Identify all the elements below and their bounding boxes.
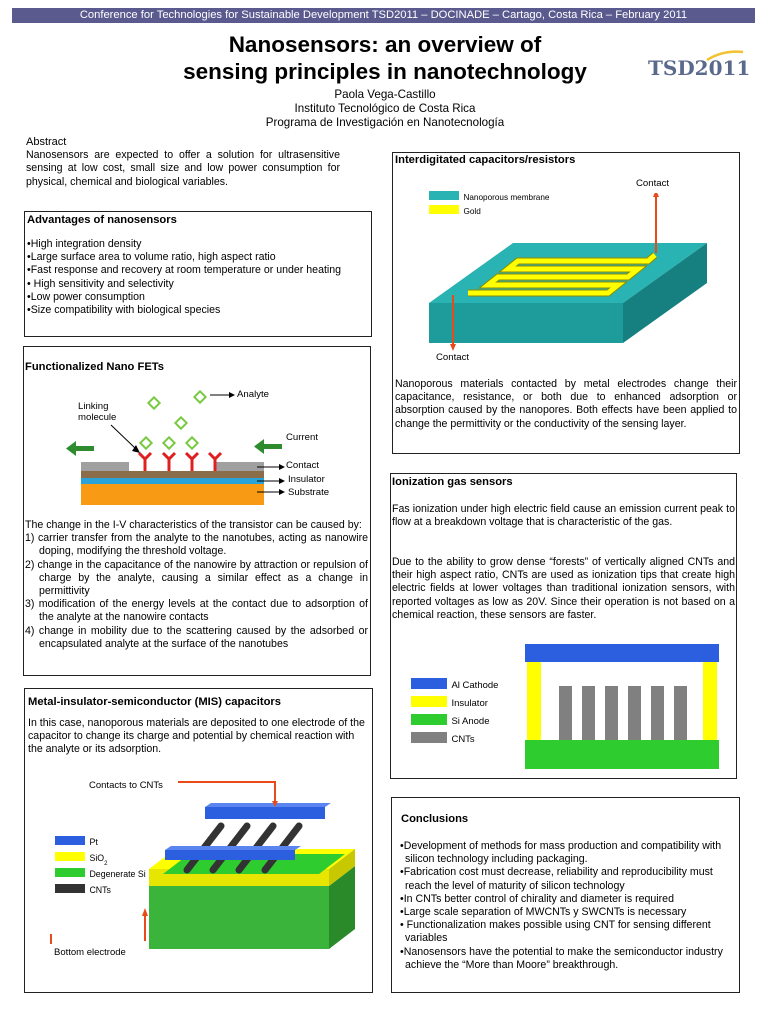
- legend-label: CNTs: [451, 734, 475, 745]
- legend-label: CNTs: [89, 885, 111, 895]
- legend-label: Insulator: [451, 698, 488, 709]
- conference-banner: Conference for Technologies for Sustainable Development TSD2011 – DOCINADE – Cartago, Costa Rica – February 2011: [12, 8, 755, 23]
- contact-top-label: Contact: [636, 178, 670, 189]
- list-item: •High integration density: [27, 238, 142, 250]
- legend-label: Nanoporous membrane: [463, 193, 550, 202]
- program: Programa de Investigación en Nanotecnología: [265, 116, 505, 130]
- list-item: •Fabrication cost must decrease, reliability and reproducibility must reach the level of maturity of silicon technology: [400, 866, 713, 892]
- mis-heading: Metal-insulator-semiconductor (MIS) capacitors: [28, 696, 282, 708]
- author-block: [60, 88, 710, 131]
- list-item: •Low power consumption: [27, 290, 145, 303]
- logo-swoosh-icon: [705, 48, 745, 62]
- fets-heading: Functionalized Nano FETs: [25, 361, 165, 373]
- ionization-diagram: [525, 644, 721, 772]
- list-item: 4) change in mobility due to the scattering caused by the adsorbed or encapsulated analyte at the surface of the nanotubes: [25, 624, 368, 650]
- abstract-heading: Abstract: [26, 136, 67, 148]
- legend-label: Degenerate Si: [89, 869, 146, 879]
- legend-item-anode: [411, 711, 498, 729]
- title-line-2: sensing principles in nanotechnology: [183, 59, 587, 84]
- ionization-heading: Ionization gas sensors: [392, 476, 513, 488]
- list-item: •Nanosensors have the potential to make the semiconductor industry achieve the “More than Moore” breakthrough.: [400, 945, 723, 971]
- abstract-text: Nanosensors are expected to offer a solution for ultrasensitive sensing at low cost, small size and low power consumption for physical, chemical and biological variables.: [26, 149, 340, 188]
- insulator-label: Insulator: [288, 474, 325, 485]
- idc-text: Nanoporous materials contacted by metal electrodes change their capacitance, resistance, or both due to enhanced adsorption or absorption caused by the nanopores. Both effects have been applied to change the permittivity or the conductivity of the sensing layer.: [395, 378, 737, 430]
- advantages-box: [24, 211, 372, 337]
- legend-label: Gold: [463, 207, 481, 216]
- legend-item-insulator: [411, 693, 498, 711]
- ionization-text-2: Due to the ability to grow dense “forests” of vertically aligned CNTs and their high aspect ratio, CNTs are used as ionization tips that create high electric fields at lower voltages than traditional ionization sensors, with reported voltages as low as 20V. Since their operation is not based on a chemical reaction, these sensors are faster.: [392, 556, 735, 621]
- conclusions-list: [400, 840, 736, 972]
- advantages-heading: Advantages of nanosensors: [27, 214, 177, 226]
- legend-subscript: 2: [104, 861, 108, 868]
- list-item: 2) change in the capacitance of the nanowire by attraction or repulsion of charge by the analyte, causing a similar effect as a change in permittivity: [25, 558, 368, 598]
- linking-label: Linking: [78, 401, 109, 412]
- idc-diagram: [393, 193, 739, 353]
- linking-molecule-label: [78, 401, 116, 423]
- title-line-1: Nanosensors: an overview of: [228, 32, 542, 57]
- conclusions-heading: Conclusions: [401, 813, 469, 825]
- fets-text: [25, 519, 368, 651]
- legend-item-cathode: [411, 675, 498, 693]
- list-item: •Large scale separation of MWCNTs y SWCNTs is necessary: [400, 906, 687, 919]
- idc-heading: Interdigitated capacitors/resistors: [395, 154, 576, 166]
- mis-diagram: [25, 774, 372, 984]
- list-item: •Fast response and recovery at room temperature or under heating: [27, 264, 342, 277]
- mis-text: In this case, nanoporous materials are deposited to one electrode of the capacitor to change its charge and potential by chemical reaction with the analyte or its adsorption.: [28, 717, 365, 756]
- idc-box: [392, 152, 740, 454]
- abstract-section: [26, 136, 340, 189]
- institution: Instituto Tecnológico de Costa Rica: [294, 102, 476, 116]
- legend-label: SiO: [89, 853, 105, 863]
- molecule-label: molecule: [78, 412, 117, 423]
- legend-label: Pt: [89, 837, 98, 847]
- legend-item-cnts: [411, 729, 498, 747]
- analyte-label: Analyte: [237, 389, 269, 400]
- ionization-text-1: Fas ionization under high electric field cause an emission current peak to flow at a breakdown voltage that is characteristic of the gas.: [392, 503, 735, 529]
- poster-title: [60, 31, 710, 85]
- author-name: Paola Vega-Castillo: [334, 88, 436, 101]
- bottom-electrode-label: Bottom electrode: [54, 947, 126, 958]
- fets-box: [23, 346, 371, 676]
- list-item: •Size compatibility with biological species: [27, 304, 221, 317]
- legend-label: Si Anode: [451, 716, 490, 727]
- list-item: • High sensitivity and selectivity: [27, 277, 174, 290]
- mis-box: [24, 688, 373, 993]
- advantages-list: [27, 238, 369, 317]
- list-item: 3) modification of the energy levels at the contact due to adsorption of the analyte at the nanowire contacts: [25, 598, 368, 624]
- current-label: Current: [286, 432, 318, 443]
- list-item: •In CNTs better control of chirality and diameter is required: [400, 892, 674, 905]
- fets-intro: The change in the I-V characteristics of the transistor can be caused by:: [25, 519, 362, 531]
- conclusions-box: [391, 797, 740, 993]
- substrate-label: Substrate: [288, 487, 330, 498]
- list-item: •Large surface area to volume ratio, high aspect ratio: [27, 251, 276, 264]
- contact-bottom-label: Contact: [436, 352, 470, 363]
- contact-label: Contact: [286, 460, 320, 471]
- list-item: 1) carrier transfer from the analyte to the nanotubes, acting as nanowire doping, modifying the threshold voltage.: [25, 532, 368, 558]
- list-item: • Functionalization makes possible using CNT for sensing different variables: [400, 919, 711, 945]
- ionization-legend: [411, 675, 498, 747]
- fets-causes-list: [25, 532, 368, 651]
- ionization-box: [390, 473, 737, 779]
- list-item: •Development of methods for mass production and compatibility with silicon technology including packaging.: [400, 840, 722, 866]
- tsd-logo: TSD2011: [648, 56, 751, 80]
- legend-label: Al Cathode: [451, 680, 499, 691]
- contacts-to-cnts-label: Contacts to CNTs: [89, 780, 163, 791]
